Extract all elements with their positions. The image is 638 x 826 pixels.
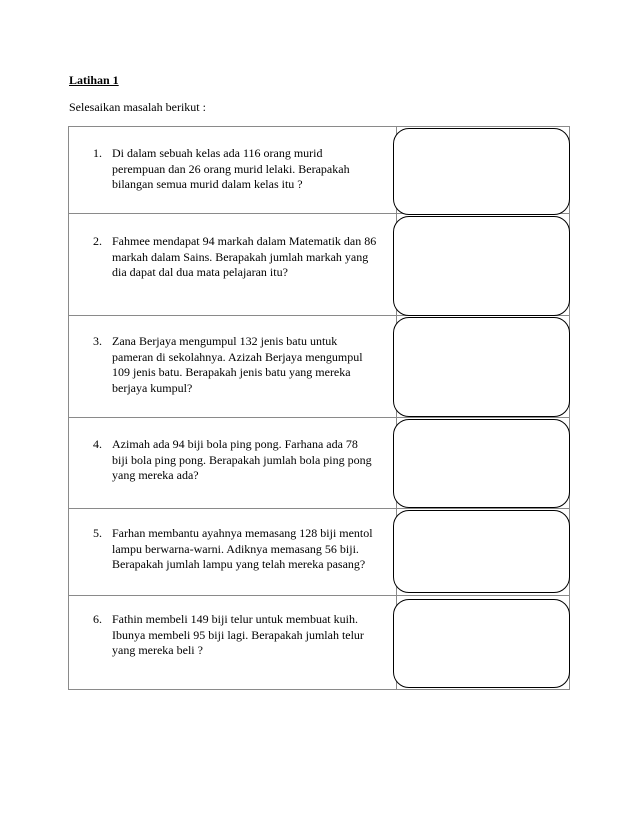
- question-line: Fahmee mendapat 94 markah dalam Matematik dan 86: [112, 234, 377, 248]
- question-line: berjaya kumpul?: [112, 380, 193, 395]
- answer-box-5[interactable]: [393, 510, 570, 593]
- question-number: 5.: [93, 526, 102, 540]
- answer-box-6[interactable]: [393, 599, 570, 688]
- question-line: 109 jenis batu. Berapakah jenis batu yang mereka: [112, 365, 351, 379]
- question-line: dia dapat dal dua mata pelajaran itu?: [112, 265, 288, 279]
- question-number: 6.: [93, 612, 102, 626]
- question-line: yang mereka ada?: [112, 468, 199, 482]
- question-number: 2.: [93, 234, 102, 248]
- question-line: pameran di sekolahnya. Azizah Berjaya mengumpul: [112, 349, 363, 364]
- question-table: [68, 126, 570, 690]
- worksheet-instruction: Selesaikan masalah berikut :: [69, 100, 206, 114]
- question-line: lampu berwarna-warni. Adiknya memasang 56 biji.: [112, 541, 359, 556]
- question-text: [112, 612, 398, 659]
- question-row-2: [69, 214, 569, 316]
- answer-box-1[interactable]: [393, 128, 570, 215]
- question-number: 1.: [93, 146, 102, 160]
- question-text: [112, 146, 398, 193]
- question-line: Zana Berjaya mengumpul 132 jenis batu untuk: [112, 334, 338, 348]
- question-line: bilangan semua murid dalam kelas itu ?: [112, 177, 303, 191]
- question-line: Ibunya membeli 95 biji lagi. Berapakah jumlah telur: [112, 627, 364, 642]
- question-row-6: [69, 596, 569, 689]
- question-line: Fathin membeli 149 biji telur untuk membuat kuih.: [112, 612, 358, 626]
- question-line: yang mereka beli ?: [112, 643, 203, 657]
- worksheet-title: Latihan 1: [69, 73, 119, 87]
- answer-box-2[interactable]: [393, 216, 570, 316]
- question-number: 3.: [93, 334, 102, 348]
- question-line: Farhan membantu ayahnya memasang 128 biji mentol: [112, 526, 373, 540]
- question-row-4: [69, 418, 569, 509]
- question-row-3: [69, 316, 569, 418]
- question-row-1: [69, 127, 569, 214]
- question-number: 4.: [93, 437, 102, 451]
- question-line: Berapakah jumlah lampu yang telah mereka pasang?: [112, 557, 366, 571]
- question-line: Azimah ada 94 biji bola ping pong. Farhana ada 78: [112, 437, 358, 451]
- question-row-5: [69, 509, 569, 596]
- question-line: Di dalam sebuah kelas ada 116 orang murid: [112, 146, 323, 160]
- question-text: [112, 437, 398, 484]
- question-text: [112, 334, 398, 396]
- question-text: [112, 526, 398, 573]
- answer-box-4[interactable]: [393, 419, 570, 508]
- question-line: markah dalam Sains. Berapakah jumlah markah yang: [112, 249, 369, 264]
- question-line: biji bola ping pong. Berapakah jumlah bola ping pong: [112, 452, 372, 467]
- question-text: [112, 234, 402, 281]
- answer-box-3[interactable]: [393, 317, 570, 417]
- question-line: perempuan dan 26 orang murid lelaki. Berapakah: [112, 161, 350, 176]
